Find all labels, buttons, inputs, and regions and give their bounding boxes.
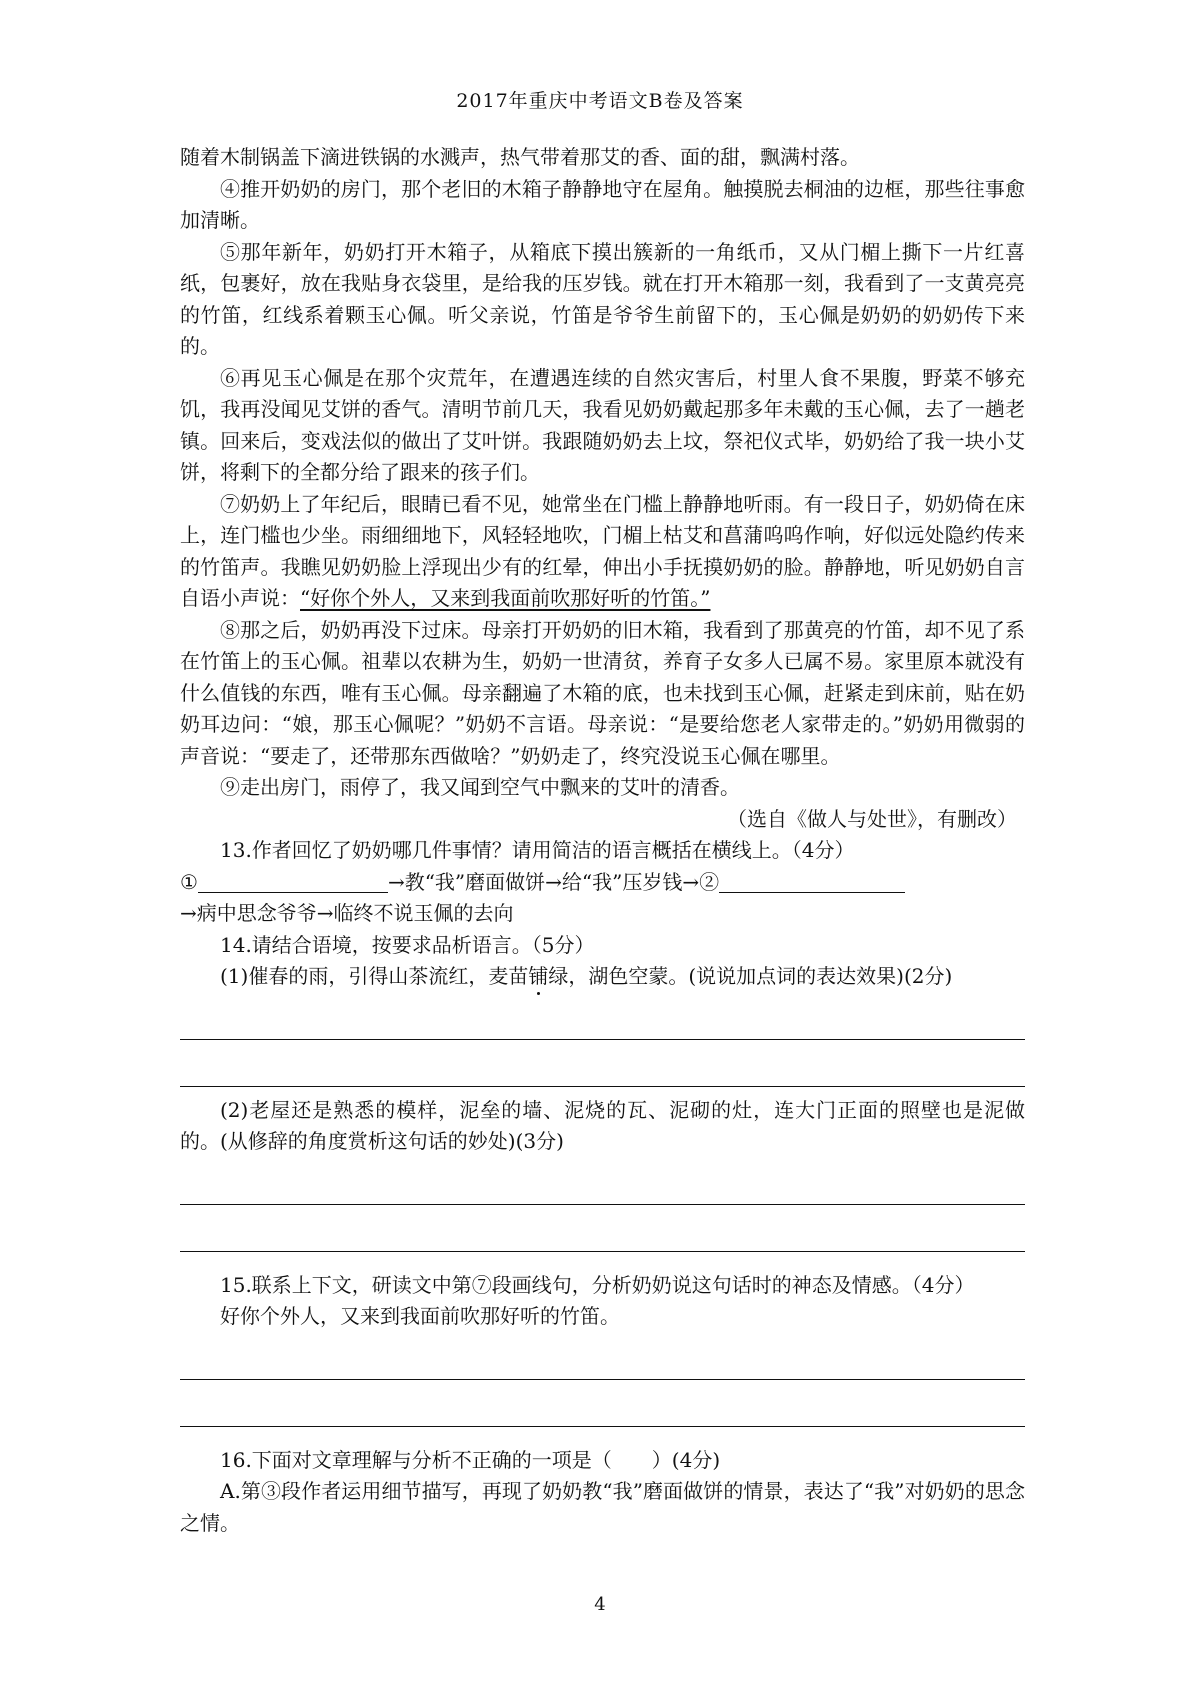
- passage-paragraph-8: ⑧那之后，奶奶再没下过床。母亲打开奶奶的旧木箱，我看到了那黄亮的竹笛，却不见了系在竹笛上的玉心佩。祖辈以农耕为生，奶奶一世清贫，养育子女多人已属不易。家里原本就没有什么值钱的东西，唯有玉心佩。母亲翻遍了木箱的底，也未找到玉心佩，赶紧走到床前，贴在奶奶耳边问：“娘，那玉心佩呢？”奶奶不言语。母亲说：“是要给您老人家带走的。”奶奶用微弱的声音说：“要走了，还带那东西做啥？”奶奶走了，终究没说玉心佩在哪里。: [180, 617, 1025, 768]
- page-content: [180, 142, 1025, 1539]
- passage-paragraph-continued: 随着木制锅盖下滴进铁锅的水溅声，热气带着那艾的香、面的甜，飘满村落。: [180, 145, 860, 169]
- q14-part1-text-a: (1)催春的雨，引得山茶流红，麦苗: [220, 964, 529, 988]
- passage-paragraph-5: ⑤那年新年，奶奶打开木箱子，从箱底下摸出簇新的一角纸币，又从门楣上撕下一片红喜纸，包裹好，放在我贴身衣袋里，是给我的压岁钱。就在打开木箱那一刻，我看到了一支黄亮亮的竹笛，红线系着颗玉心佩。听父亲说，竹笛是爷爷生前留下的，玉心佩是奶奶的奶奶传下来的。: [180, 239, 1025, 358]
- passage-source: （选自《做人与处世》，有删改）: [727, 806, 1017, 831]
- question-13-answer-line: [180, 867, 1025, 899]
- answer-line[interactable]: [180, 993, 1025, 1040]
- answer-line[interactable]: [180, 1333, 1025, 1380]
- question-15-stem: 15.联系上下文，研读文中第⑦段画线句，分析奶奶说这句话时的神态及情感。（4分）: [220, 1272, 975, 1297]
- blank-1-marker: ①: [180, 869, 198, 894]
- answer-blank-2[interactable]: [719, 870, 905, 893]
- question-13-stem: 13.作者回忆了奶奶哪几件事情？请用简洁的语言概括在横线上。（4分）: [220, 838, 855, 862]
- document-title: 2017年重庆中考语文B卷及答案: [456, 90, 744, 112]
- q14-part1-text-b: 绿，湖色空蒙。(说说加点词的表达效果)(2分): [548, 964, 953, 988]
- question-13-sequence-tail: →病中思念爷爷→临终不说玉佩的去向: [180, 901, 514, 925]
- question-14-stem: 14.请结合语境，按要求品析语言。（5分）: [220, 932, 595, 957]
- question-15-quote: 好你个外人，又来到我面前吹那好听的竹笛。: [220, 1304, 620, 1328]
- passage-paragraph-7: [180, 489, 1025, 615]
- passage-paragraph-9: ⑨走出房门，雨停了，我又闻到空气中飘来的艾叶的清香。: [220, 775, 740, 799]
- question-16-stem: 16.下面对文章理解与分析不正确的一项是（ ）(4分): [220, 1447, 721, 1472]
- underlined-sentence: “好你个外人，又来到我面前吹那好听的竹笛。”: [300, 586, 711, 610]
- page-number: 4: [594, 1594, 606, 1615]
- answer-line[interactable]: [180, 1040, 1025, 1087]
- answer-line[interactable]: [180, 1158, 1025, 1205]
- question-14-part-1: [180, 961, 1025, 993]
- paragraph-7-text: ⑦奶奶上了年纪后，眼睛已看不见，她常坐在门槛上静静地听雨。有一段日子，奶奶倚在床上，连门槛也少坐。雨细细地下，风轻轻地吹，门楣上枯艾和菖蒲呜呜作响，好似远处隐约传来的竹笛声。我瞧见奶奶脸上浮现出少有的红晕，伸出小手抚摸奶奶的脸。静静地，听见奶奶自言自语小声说：: [180, 491, 1025, 610]
- passage-paragraph-4: ④推开奶奶的房门，那个老旧的木箱子静静地守在屋角。触摸脱去桐油的边框，那些往事愈加清晰。: [180, 176, 1025, 232]
- answer-line[interactable]: [180, 1380, 1025, 1427]
- question-14-part-2: (2)老屋还是熟悉的模样，泥垒的墙、泥烧的瓦、泥砌的灶，连大门正面的照壁也是泥做的。(从修辞的角度赏析这句话的妙处)(3分): [180, 1097, 1025, 1153]
- answer-line[interactable]: [180, 1205, 1025, 1252]
- question-13-sequence: →教“我”磨面做饼→给“我”压岁钱→②: [387, 869, 720, 894]
- passage-paragraph-6: ⑥再见玉心佩是在那个灾荒年，在遭遇连续的自然灾害后，村里人食不果腹，野菜不够充饥，我再没闻见艾饼的香气。清明节前几天，我看见奶奶戴起那多年未戴的玉心佩，去了一趟老镇。回来后，变戏法似的做出了艾叶饼。我跟随奶奶去上坟，祭祀仪式毕，奶奶给了我一块小艾饼，将剩下的全都分给了跟来的孩子们。: [180, 365, 1025, 484]
- dotted-word: 铺: [528, 964, 549, 988]
- answer-blank-1[interactable]: [198, 870, 388, 893]
- question-16-option-a: A.第③段作者运用细节描写，再现了奶奶教“我”磨面做饼的情景，表达了“我”对奶奶的思念之情。: [180, 1479, 1025, 1535]
